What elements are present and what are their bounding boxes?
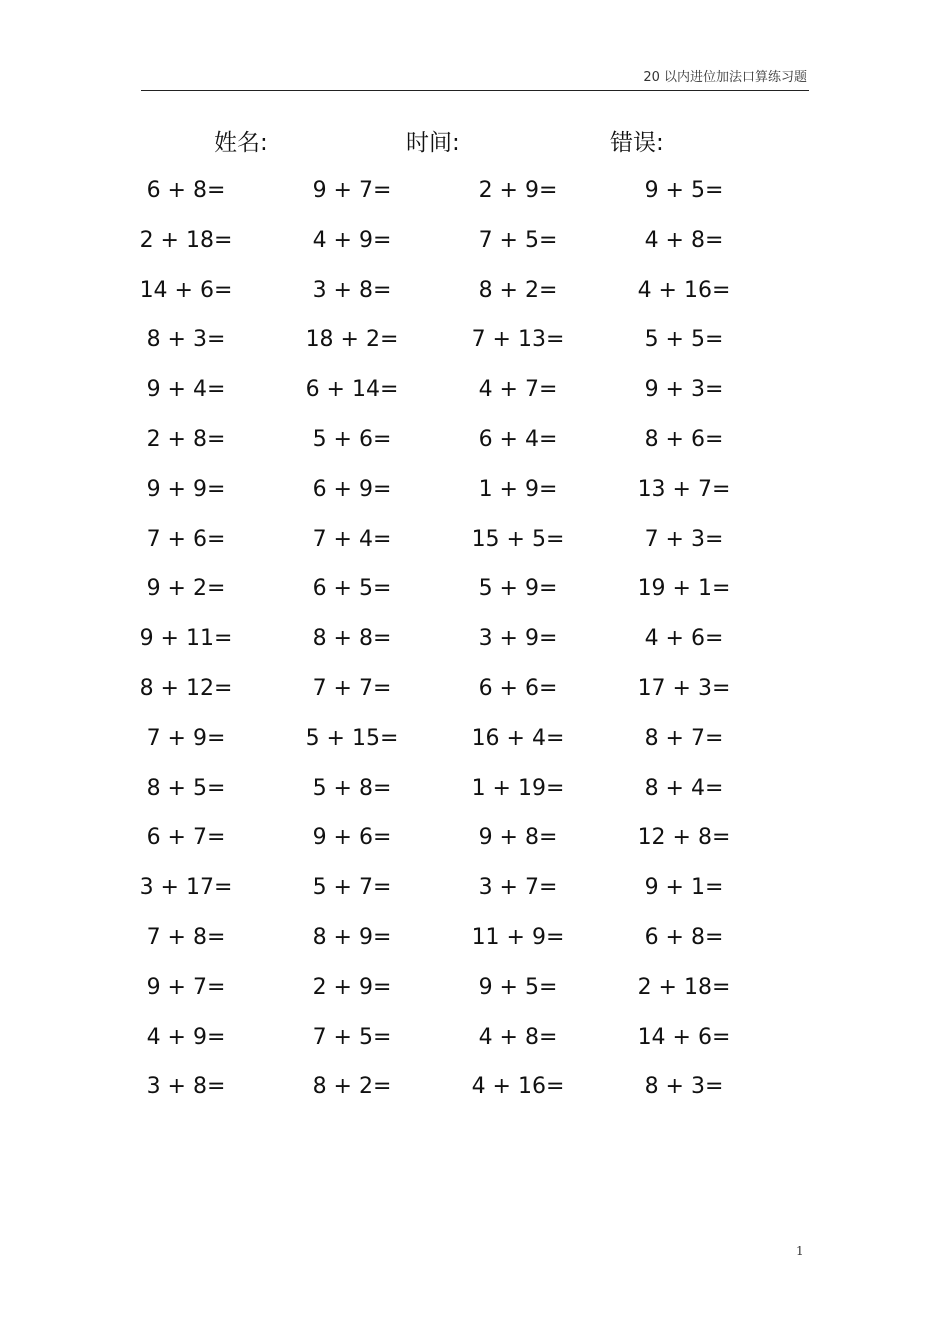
problem-row bbox=[0, 565, 950, 615]
addition-problem: 4 + 9= bbox=[312, 227, 392, 253]
problem-grid bbox=[0, 167, 950, 1113]
addition-problem: 6 + 14= bbox=[305, 377, 399, 403]
addition-problem: 4 + 9= bbox=[146, 1024, 226, 1050]
addition-problem: 8 + 2= bbox=[478, 277, 558, 303]
addition-problem: 3 + 8= bbox=[312, 277, 392, 303]
addition-problem: 9 + 5= bbox=[478, 974, 558, 1000]
addition-problem: 4 + 7= bbox=[478, 377, 558, 403]
addition-problem: 11 + 9= bbox=[471, 924, 565, 950]
page-header bbox=[141, 64, 809, 91]
addition-problem: 17 + 3= bbox=[637, 675, 731, 701]
addition-problem: 3 + 17= bbox=[139, 875, 233, 901]
addition-problem: 8 + 4= bbox=[644, 775, 724, 801]
problem-row bbox=[0, 466, 950, 516]
problem-row bbox=[0, 615, 950, 665]
problem-row bbox=[0, 1063, 950, 1113]
addition-problem: 8 + 5= bbox=[146, 775, 226, 801]
problem-row bbox=[0, 267, 950, 317]
problem-row bbox=[0, 416, 950, 466]
errors-label: 错误: bbox=[610, 130, 664, 156]
addition-problem: 7 + 8= bbox=[146, 924, 226, 950]
problem-row bbox=[0, 715, 950, 765]
addition-problem: 19 + 1= bbox=[637, 576, 731, 602]
problem-row bbox=[0, 516, 950, 566]
addition-problem: 8 + 9= bbox=[312, 924, 392, 950]
addition-problem: 2 + 9= bbox=[478, 178, 558, 203]
addition-problem: 9 + 4= bbox=[146, 377, 226, 403]
addition-problem: 13 + 7= bbox=[637, 476, 731, 502]
problem-row bbox=[0, 665, 950, 715]
problem-row bbox=[0, 366, 950, 416]
addition-problem: 9 + 9= bbox=[146, 476, 226, 502]
addition-problem: 14 + 6= bbox=[637, 1024, 731, 1050]
addition-problem: 5 + 8= bbox=[312, 775, 392, 801]
addition-problem: 9 + 5= bbox=[644, 178, 724, 203]
addition-problem: 6 + 8= bbox=[146, 178, 226, 203]
addition-problem: 2 + 9= bbox=[312, 974, 392, 1000]
addition-problem: 3 + 9= bbox=[478, 626, 558, 652]
addition-problem: 8 + 8= bbox=[312, 626, 392, 652]
addition-problem: 7 + 9= bbox=[146, 725, 226, 751]
addition-problem: 8 + 3= bbox=[644, 1074, 724, 1100]
addition-problem: 12 + 8= bbox=[637, 825, 731, 851]
addition-problem: 9 + 2= bbox=[146, 576, 226, 602]
addition-problem: 7 + 6= bbox=[146, 526, 226, 552]
addition-problem: 4 + 8= bbox=[478, 1024, 558, 1050]
addition-problem: 6 + 6= bbox=[478, 675, 558, 701]
addition-problem: 9 + 7= bbox=[312, 178, 392, 203]
addition-problem: 14 + 6= bbox=[139, 277, 233, 303]
addition-problem: 6 + 7= bbox=[146, 825, 226, 851]
addition-problem: 7 + 4= bbox=[312, 526, 392, 552]
addition-problem: 9 + 3= bbox=[644, 377, 724, 403]
addition-problem: 5 + 7= bbox=[312, 875, 392, 901]
addition-problem: 9 + 6= bbox=[312, 825, 392, 851]
addition-problem: 6 + 9= bbox=[312, 476, 392, 502]
addition-problem: 9 + 8= bbox=[478, 825, 558, 851]
addition-problem: 7 + 3= bbox=[644, 526, 724, 552]
problem-row bbox=[0, 1014, 950, 1064]
addition-problem: 6 + 4= bbox=[478, 426, 558, 452]
addition-problem: 2 + 18= bbox=[139, 227, 233, 253]
addition-problem: 7 + 7= bbox=[312, 675, 392, 701]
addition-problem: 1 + 9= bbox=[478, 476, 558, 502]
addition-problem: 4 + 8= bbox=[644, 227, 724, 253]
addition-problem: 2 + 8= bbox=[146, 426, 226, 452]
addition-problem: 6 + 5= bbox=[312, 576, 392, 602]
problem-row bbox=[0, 167, 950, 217]
addition-problem: 7 + 5= bbox=[312, 1024, 392, 1050]
addition-problem: 3 + 7= bbox=[478, 875, 558, 901]
addition-problem: 8 + 7= bbox=[644, 725, 724, 751]
problem-row bbox=[0, 316, 950, 366]
addition-problem: 5 + 6= bbox=[312, 426, 392, 452]
problem-row bbox=[0, 864, 950, 914]
addition-problem: 7 + 5= bbox=[478, 227, 558, 253]
page-number: 1 bbox=[796, 1244, 804, 1258]
addition-problem: 8 + 6= bbox=[644, 426, 724, 452]
addition-problem: 8 + 2= bbox=[312, 1074, 392, 1100]
addition-problem: 7 + 13= bbox=[471, 327, 565, 353]
problem-row bbox=[0, 814, 950, 864]
addition-problem: 4 + 16= bbox=[471, 1074, 565, 1100]
addition-problem: 18 + 2= bbox=[305, 327, 399, 353]
addition-problem: 15 + 5= bbox=[471, 526, 565, 552]
problem-row bbox=[0, 765, 950, 815]
addition-problem: 5 + 5= bbox=[644, 327, 724, 353]
time-label: 时间: bbox=[406, 130, 460, 156]
problem-row bbox=[0, 217, 950, 267]
addition-problem: 5 + 15= bbox=[305, 725, 399, 751]
addition-problem: 4 + 16= bbox=[637, 277, 731, 303]
student-info-row bbox=[0, 124, 950, 160]
addition-problem: 3 + 8= bbox=[146, 1074, 226, 1100]
addition-problem: 4 + 6= bbox=[644, 626, 724, 652]
name-label: 姓名: bbox=[214, 130, 268, 156]
addition-problem: 9 + 11= bbox=[139, 626, 233, 652]
addition-problem: 6 + 8= bbox=[644, 924, 724, 950]
problem-row bbox=[0, 914, 950, 964]
addition-problem: 9 + 7= bbox=[146, 974, 226, 1000]
addition-problem: 8 + 3= bbox=[146, 327, 226, 353]
addition-problem: 1 + 19= bbox=[471, 775, 565, 801]
addition-problem: 16 + 4= bbox=[471, 725, 565, 751]
problem-row bbox=[0, 964, 950, 1014]
addition-problem: 5 + 9= bbox=[478, 576, 558, 602]
addition-problem: 9 + 1= bbox=[644, 875, 724, 901]
addition-problem: 2 + 18= bbox=[637, 974, 731, 1000]
header-title: 20 以内进位加法口算练习题 bbox=[643, 70, 807, 85]
addition-problem: 8 + 12= bbox=[139, 675, 233, 701]
